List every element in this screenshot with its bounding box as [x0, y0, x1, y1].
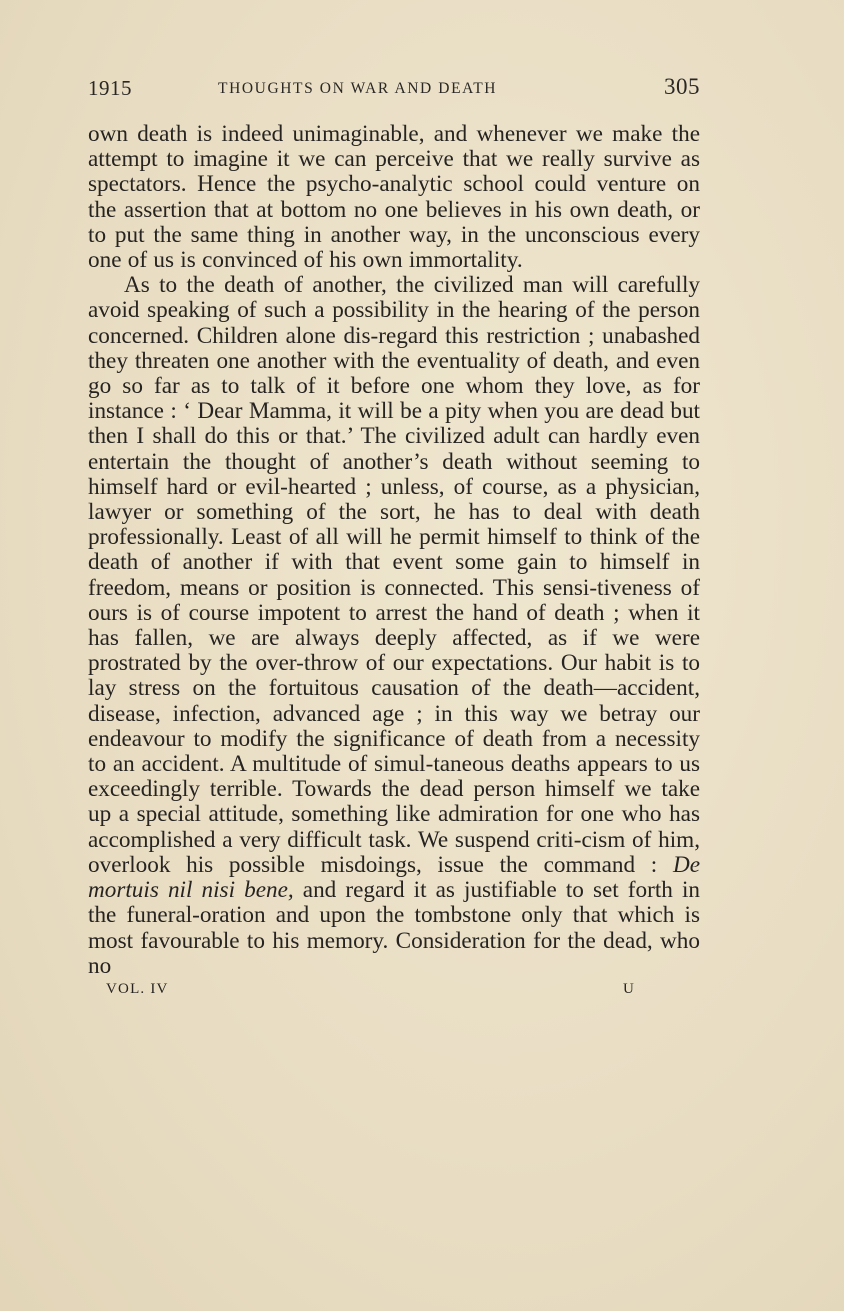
- latin-phrase: De mortuis nil nisi bene,: [88, 851, 700, 904]
- volume-mark: VOL. IV: [106, 980, 169, 997]
- running-head-title: THOUGHTS ON WAR AND DEATH: [218, 80, 498, 97]
- paragraph: [88, 273, 700, 979]
- page-number: 305: [664, 74, 700, 99]
- paragraph-text-continued: and regard it as justifiable to set forth in the funeral-oration and upon the tombstone only that which is most favourable to his memory. Consideration for the dead, who no: [88, 877, 701, 979]
- running-head: [88, 76, 700, 108]
- paragraph: own death is indeed unimaginable, and whenever we make the attempt to imagine it we can perceive that we really survive as spectators. Hence the psycho-analytic school could venture on the assertion that at bottom no one believes in his own death, or to put the same thing in another way, in the unconscious every one of us is convinced of his own immortality.: [88, 121, 700, 274]
- running-head-year: 1915: [88, 76, 132, 100]
- signature-mark: U: [623, 980, 636, 997]
- body-text: [88, 122, 700, 979]
- book-page: [88, 76, 700, 1003]
- signature-line: [88, 981, 700, 1003]
- paragraph-text: As to the death of another, the civilized man will carefully avoid speaking of such a possibility in the hearing of the person concerned. Children alone dis-regard this restriction ; unabashed they threaten one another with the eventuality of death, and even go so far as to talk of it before one whom they love, as for instance : ‘ Dear Mamma, it will be a pity when you are dead but then I shall do this or that.’ The civilized adult can hardly even entertain the thought of another’s death without seeming to himself hard or evil-hearted ; unless, of course, as a physician, lawyer or something of the sort, he has to deal with death professionally. Least of all will he permit himself to think of the death of another if with that event some gain to himself in freedom, means or position is connected. This sensi-tiveness of ours is of course impotent to arrest the hand of death ; when it has fallen, we are always deeply affected, as if we were prostrated by the over-throw of our expectations. Our habit is to lay stress on the fortuitous causation of the death—accident, disease, infection, advanced age ; in this way we betray our endeavour to modify the significance of death from a necessity to an accident. A multitude of simul-taneous deaths appears to us exceedingly terrible. Towards the dead person himself we take up a special attitude, something like admiration for one who has accomplished a very difficult task. We suspend criti-cism of him, overlook his possible misdoings, issue the command :: [88, 272, 700, 878]
